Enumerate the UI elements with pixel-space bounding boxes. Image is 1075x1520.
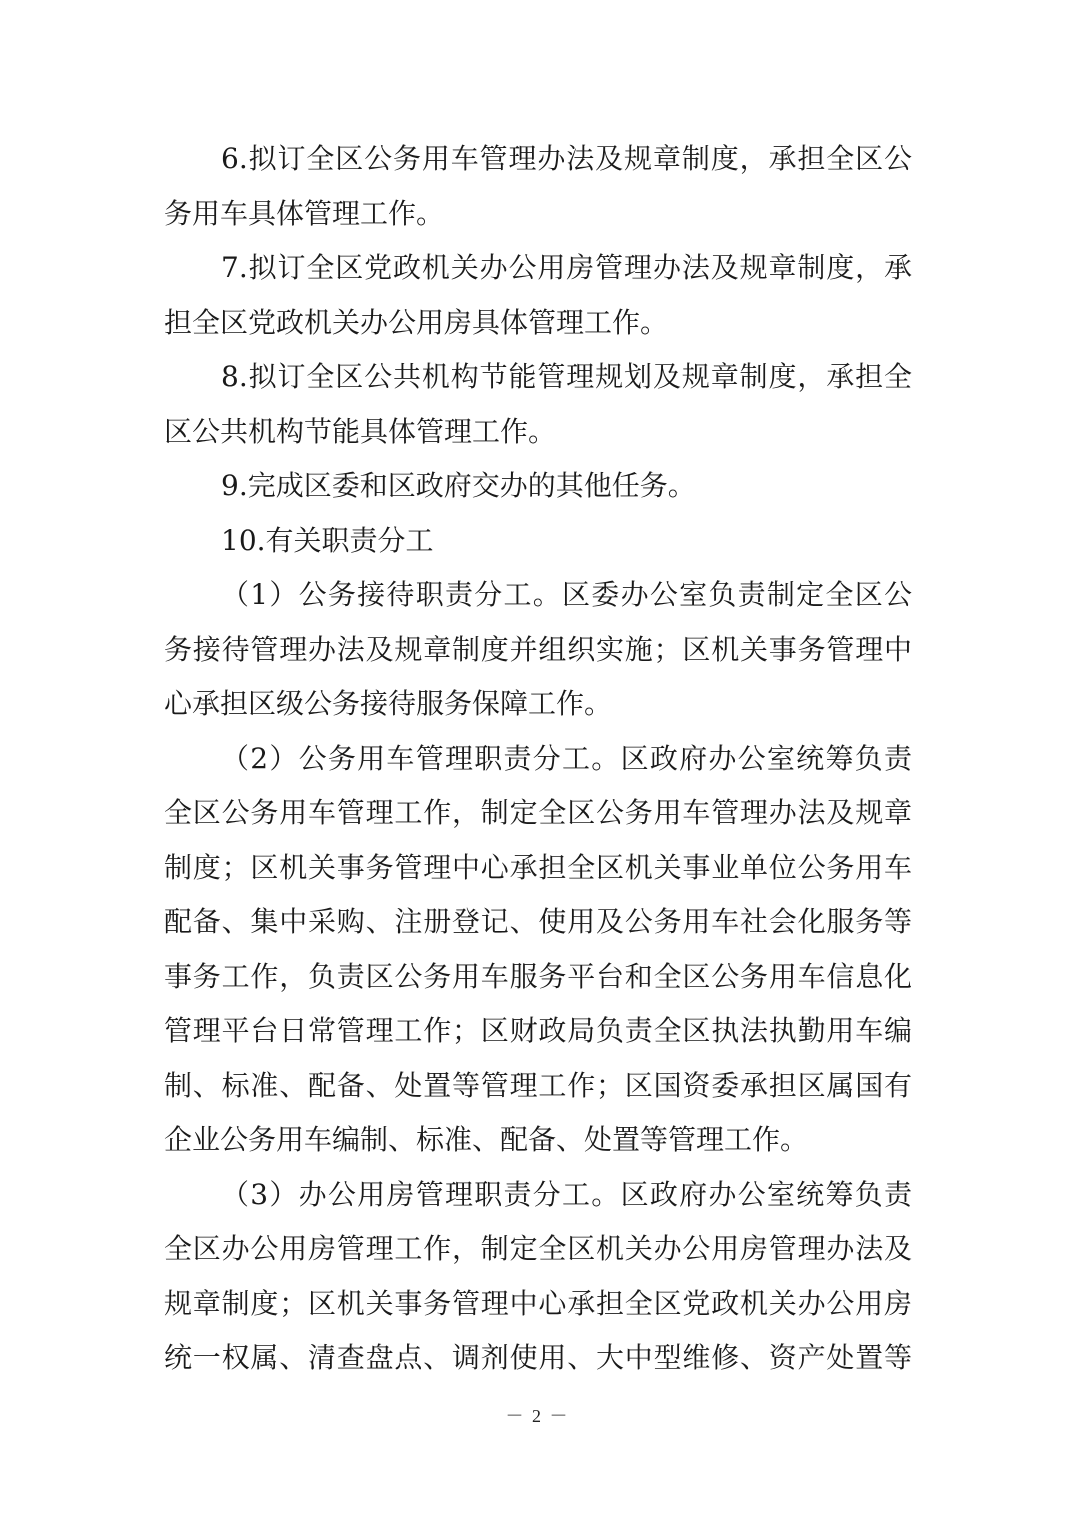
text-line: 事务工作，负责区公务用车服务平台和全区公务用车信息化 [164, 959, 912, 993]
text-line: 务用车具体管理工作。 [164, 196, 445, 230]
text-line: 区公共机构节能具体管理工作。 [164, 414, 557, 448]
paragraph-item-9 [164, 459, 912, 514]
paragraph-item-6 [164, 132, 912, 241]
text-line: 7.拟订全区党政机关办公用房管理办法及规章制度，承 [221, 251, 912, 284]
text-line: 制度；区机关事务管理中心承担全区机关事业单位公务用车 [164, 850, 912, 884]
page-number: － 2 － [505, 1406, 570, 1426]
text-line: 10.有关职责分工 [221, 523, 434, 557]
text-line: 管理平台日常管理工作；区财政局负责全区执法执勤用车编 [164, 1014, 912, 1047]
paragraph-item-10 [164, 514, 912, 569]
text-line: 担全区党政机关办公用房具体管理工作。 [164, 305, 669, 339]
text-line: 务接待管理办法及规章制度并组织实施；区机关事务管理中 [164, 632, 912, 666]
text-line: （3）办公用房管理职责分工。区政府办公室统筹负责 [221, 1177, 912, 1211]
text-line: 统一权属、清查盘点、调剂使用、大中型维修、资产处置等 [164, 1341, 912, 1374]
text-line: 企业公务用车编制、标准、配备、处置等管理工作。 [164, 1123, 809, 1156]
text-line: 全区公务用车管理工作，制定全区公务用车管理办法及规章 [164, 796, 912, 829]
paragraph-item-8 [164, 350, 912, 459]
text-line: 规章制度；区机关事务管理中心承担全区党政机关办公用房 [164, 1286, 912, 1320]
text-line: 配备、集中采购、注册登记、使用及公务用车社会化服务等 [164, 905, 912, 938]
text-line: 9.完成区委和区政府交办的其他任务。 [221, 469, 696, 502]
text-line: 心承担区级公务接待服务保障工作。 [164, 687, 613, 720]
paragraph-reception-duties [164, 568, 912, 732]
paragraph-vehicle-duties [164, 732, 912, 1168]
paragraph-office-space-duties [164, 1168, 912, 1386]
paragraph-item-7 [164, 241, 912, 350]
text-line: 全区办公用房管理工作，制定全区机关办公用房管理办法及 [164, 1232, 912, 1265]
text-line: 制、标准、配备、处置等管理工作；区国资委承担区属国有 [164, 1068, 912, 1102]
text-line: （2）公务用车管理职责分工。区政府办公室统筹负责 [221, 741, 912, 775]
text-line: 8.拟订全区公共机构节能管理规划及规章制度，承担全 [221, 360, 912, 393]
text-line: （1）公务接待职责分工。区委办公室负责制定全区公 [221, 578, 912, 611]
document-body [164, 132, 912, 1386]
text-line: 6.拟订全区公务用车管理办法及规章制度，承担全区公 [221, 142, 912, 175]
